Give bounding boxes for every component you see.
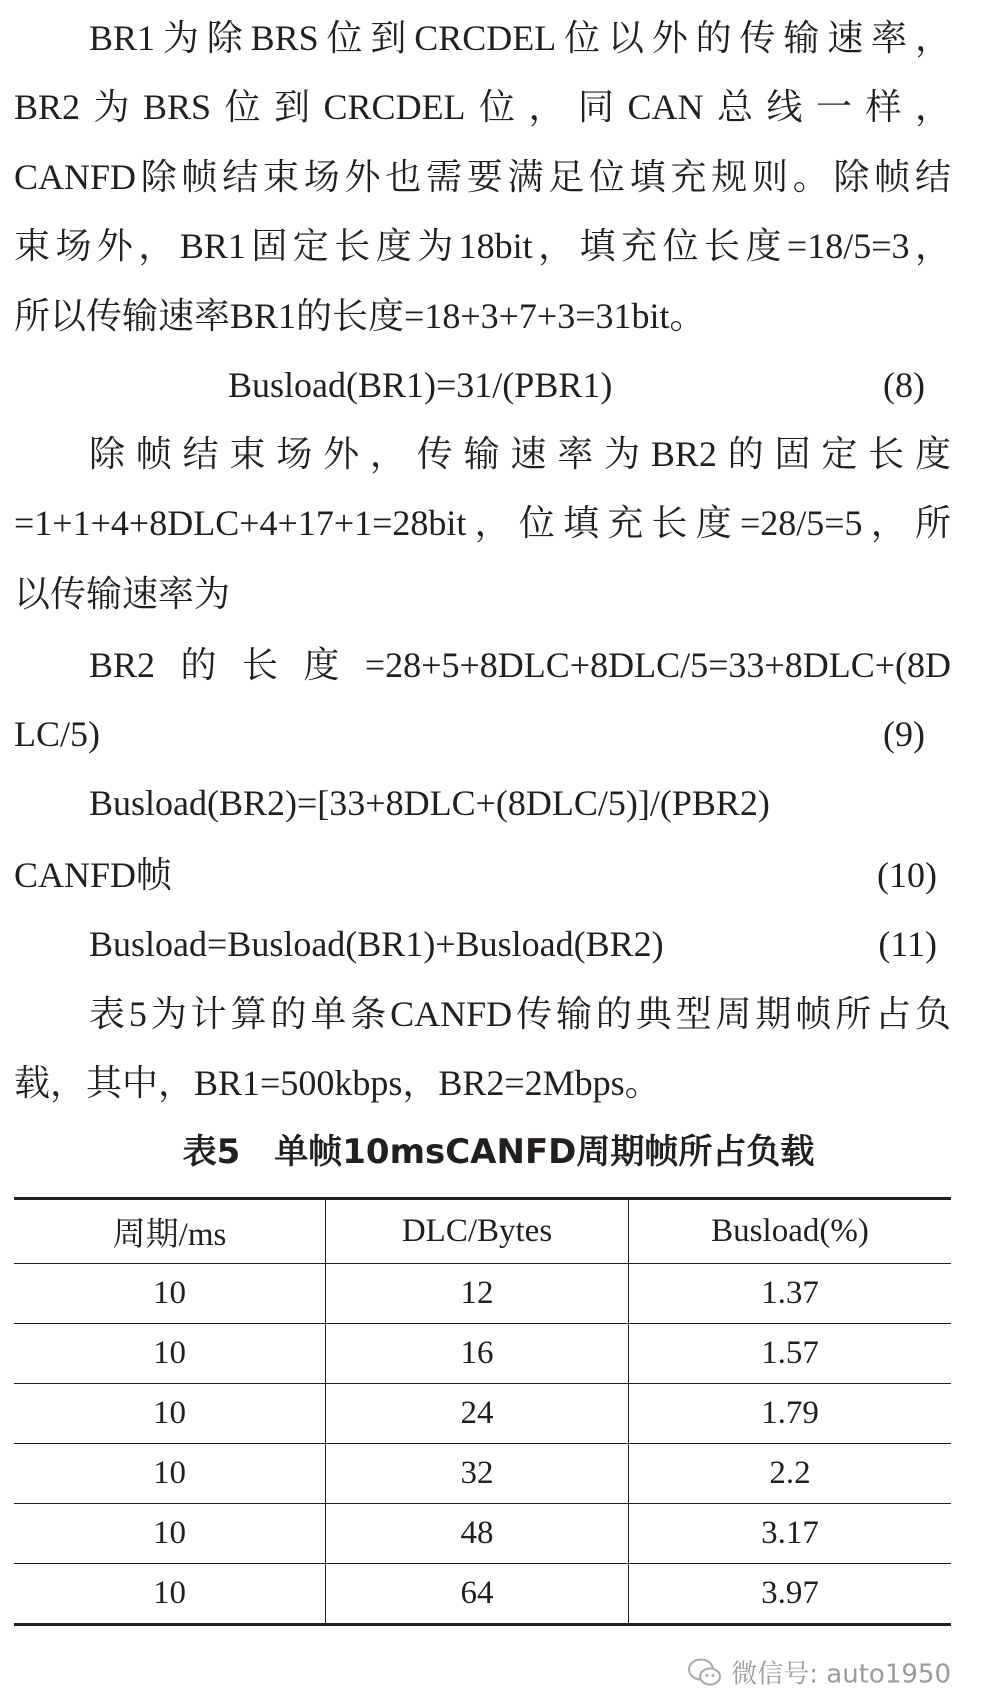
- text-line: BR1为除BRS位到CRCDEL位以外的传输速率，: [89, 18, 951, 58]
- equation-number: (10): [877, 855, 937, 895]
- cell: 24: [326, 1384, 629, 1444]
- text-line: BR2为BRS位到CRCDEL位，同CAN总线一样，: [14, 87, 951, 127]
- cell: 10: [14, 1564, 326, 1625]
- cell: 10: [14, 1264, 326, 1324]
- text-line: 除帧结束场外，传输速率为BR2的固定长度: [89, 434, 951, 474]
- text-line: CANFD除帧结束场外也需要满足位填充规则。除帧结: [14, 157, 951, 197]
- cell: 10: [14, 1324, 326, 1384]
- equation-number: (11): [878, 924, 937, 964]
- table-row: [14, 1564, 951, 1625]
- text-line: 束场外，BR1固定长度为18bit，填充位长度=18/5=3，: [14, 226, 951, 266]
- cell: 10: [14, 1504, 326, 1564]
- cell: 16: [326, 1324, 629, 1384]
- equation-10-cont: CANFD帧: [14, 855, 173, 895]
- cell: 32: [326, 1444, 629, 1504]
- text-line: 表5为计算的单条CANFD传输的典型周期帧所占负: [89, 994, 951, 1034]
- cell: 12: [326, 1264, 629, 1324]
- cell: 10: [14, 1384, 326, 1444]
- cell: 1.57: [629, 1324, 952, 1384]
- table-row: [14, 1504, 951, 1564]
- header-dlc: DLC/Bytes: [326, 1199, 629, 1264]
- header-busload: Busload(%): [629, 1199, 952, 1264]
- cell: 10: [14, 1444, 326, 1504]
- equation-9: BR2的长度=28+5+8DLC+8DLC/5=33+8DLC+(8D: [89, 645, 951, 685]
- table-row: [14, 1264, 951, 1324]
- cell: 2.2: [629, 1444, 952, 1504]
- equation-number: (9): [883, 714, 925, 754]
- table-caption: 表5 单帧10msCANFD周期帧所占负载: [182, 1132, 815, 1172]
- cell: 48: [326, 1504, 629, 1564]
- cell: 3.17: [629, 1504, 952, 1564]
- busload-table: [14, 1197, 951, 1626]
- table-row: [14, 1324, 951, 1384]
- text-line: 载，其中，BR1=500kbps，BR2=2Mbps。: [14, 1063, 661, 1103]
- equation-11: Busload=Busload(BR1)+Busload(BR2): [89, 924, 664, 964]
- cell: 3.97: [629, 1564, 952, 1625]
- cell: 64: [326, 1564, 629, 1625]
- text-line: 以传输速率为: [14, 574, 231, 614]
- wechat-icon: [687, 1656, 723, 1688]
- cell: 1.37: [629, 1264, 952, 1324]
- watermark-text: 微信号: auto1950: [731, 1659, 951, 1690]
- equation-8: Busload(BR1)=31/(PBR1): [228, 365, 613, 405]
- text-line: 所以传输速率BR1的长度=18+3+7+3=31bit。: [14, 296, 706, 336]
- cell: 1.79: [629, 1384, 952, 1444]
- table-row: [14, 1444, 951, 1504]
- equation-10: Busload(BR2)=[33+8DLC+(8DLC/5)]/(PBR2): [89, 783, 770, 823]
- table-row: [14, 1384, 951, 1444]
- equation-9-cont: LC/5): [14, 714, 100, 754]
- watermark: [687, 1654, 951, 1691]
- equation-number: (8): [883, 365, 925, 405]
- text-line: =1+1+4+8DLC+4+17+1=28bit，位填充长度=28/5=5，所: [14, 503, 951, 543]
- table-header-row: [14, 1199, 951, 1264]
- header-period: 周期/ms: [14, 1199, 326, 1264]
